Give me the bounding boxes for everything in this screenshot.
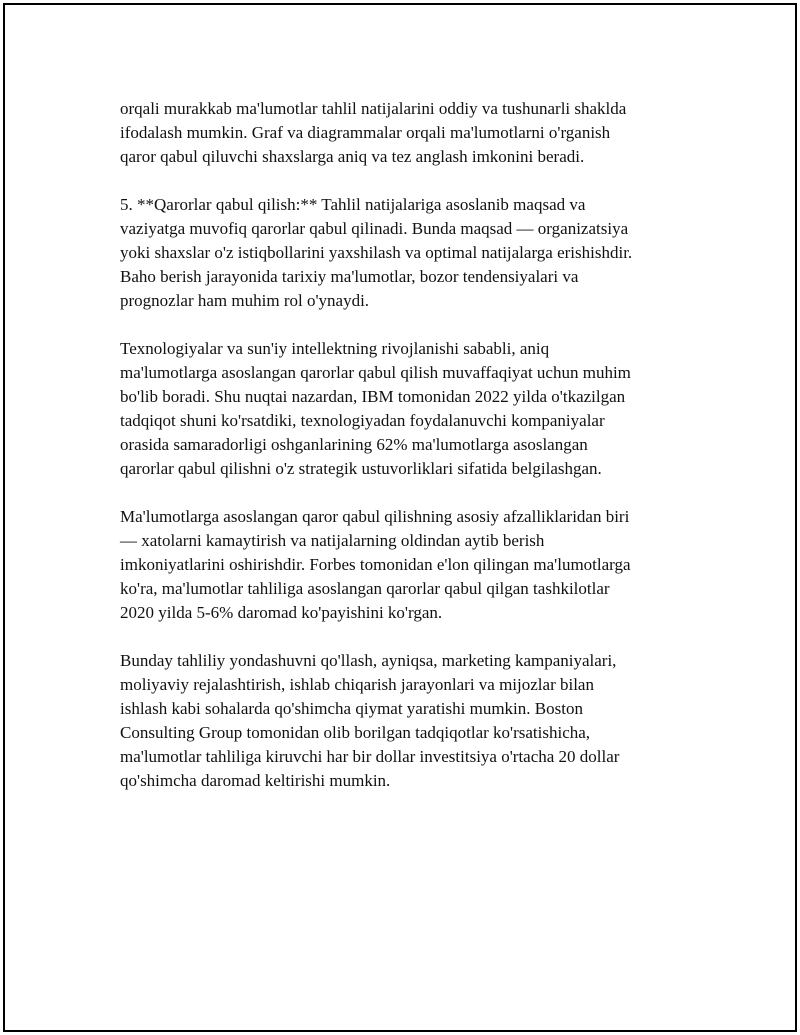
text-line: prognozlar ham muhim rol o'ynaydi. (120, 291, 370, 310)
text-line: bo'lib boradi. Shu nuqtai nazardan, IBM tomonidan 2022 yilda o'tkazilgan (120, 387, 626, 406)
text-line: ma'lumotlarga asoslangan qarorlar qabul qilish muvaffaqiyat uchun muhim (120, 363, 631, 382)
paragraph-decision-making (120, 193, 690, 313)
document-page (3, 3, 797, 1032)
text-line: orqali murakkab ma'lumotlar tahlil natijalarini oddiy va tushunarli shaklda (120, 99, 627, 118)
text-line: qaror qabul qiluvchi shaxslarga aniq va tez anglash imkonini beradi. (120, 147, 585, 166)
paragraph-visualization (120, 97, 690, 169)
text-line: Bunday tahliliy yondashuvni qo'llash, ayniqsa, marketing kampaniyalari, (120, 651, 617, 670)
document-body (120, 97, 690, 817)
text-line: ishlash kabi sohalarda qo'shimcha qiymat yaratishi mumkin. Boston (120, 699, 583, 718)
text-line: Ma'lumotlarga asoslangan qaror qabul qilishning asosiy afzalliklaridan biri (120, 507, 630, 526)
text-line: yoki shaxslar o'z istiqbollarini yaxshilash va optimal natijalarga erishishdir. (120, 243, 633, 262)
text-line: Texnologiyalar va sun'iy intellektning rivojlanishi sababli, aniq (120, 339, 550, 358)
text-line: Consulting Group tomonidan olib borilgan tadqiqotlar ko'rsatishicha, (120, 723, 591, 742)
text-line: imkoniyatlarini oshirishdir. Forbes tomonidan e'lon qilingan ma'lumotlarga (120, 555, 631, 574)
text-line: 2020 yilda 5-6% daromad ko'payishini ko'rgan. (120, 603, 443, 622)
text-line: qarorlar qabul qilishni o'z strategik ustuvorliklari sifatida belgilashgan. (120, 459, 602, 478)
text-line: tadqiqot shuni ko'rsatdiki, texnologiyadan foydalanuvchi kompaniyalar (120, 411, 605, 430)
text-line: moliyaviy rejalashtirish, ishlab chiqarish jarayonlari va mijozlar bilan (120, 675, 594, 694)
paragraph-application-bcg (120, 649, 690, 793)
text-line: orasida samaradorligi oshganlarining 62% ma'lumotlarga asoslangan (120, 435, 588, 454)
text-line: qo'shimcha daromad keltirishi mumkin. (120, 771, 391, 790)
paragraph-technology-ibm (120, 337, 690, 481)
text-line: ma'lumotlar tahliliga kiruvchi har bir dollar investitsiya o'rtacha 20 dollar (120, 747, 620, 766)
text-line: 5. **Qarorlar qabul qilish:** Tahlil natijalariga asoslanib maqsad va (120, 195, 586, 214)
text-line: ko'ra, ma'lumotlar tahliliga asoslangan qarorlar qabul qilgan tashkilotlar (120, 579, 610, 598)
text-line: ifodalash mumkin. Graf va diagrammalar orqali ma'lumotlarni o'rganish (120, 123, 611, 142)
text-line: Baho berish jarayonida tarixiy ma'lumotlar, bozor tendensiyalari va (120, 267, 579, 286)
text-line: — xatolarni kamaytirish va natijalarning oldindan aytib berish (120, 531, 545, 550)
paragraph-advantages-forbes (120, 505, 690, 625)
text-line: vaziyatga muvofiq qarorlar qabul qilinadi. Bunda maqsad — organizatsiya (120, 219, 629, 238)
